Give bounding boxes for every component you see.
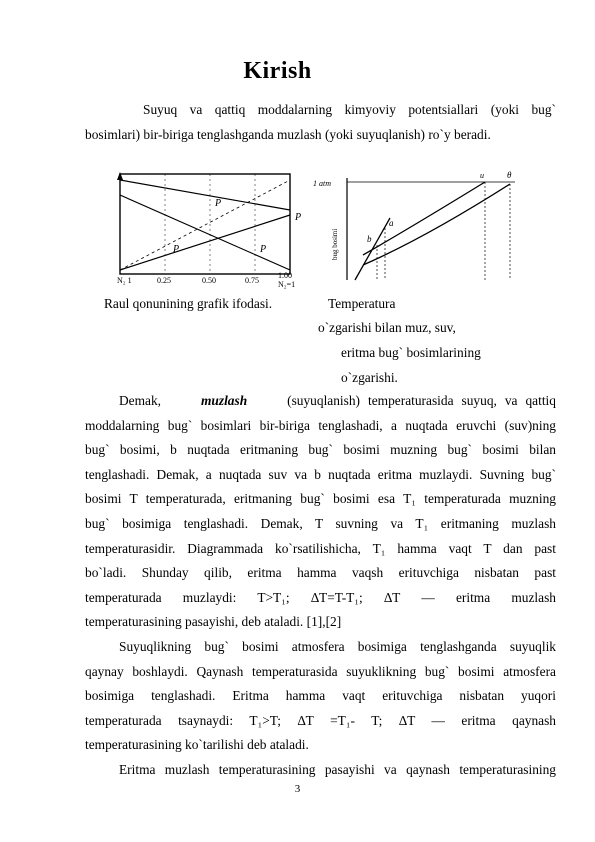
para2-line-1 [85,389,556,414]
line-p2 [120,195,290,270]
label-p-top: P [215,198,222,209]
para2-line-5: bosimi T temperaturada, eritmaning bug` bosimi esa T₁ temperaturada muzning [85,491,556,507]
label-p0: P [295,212,302,223]
label-theta: θ [507,170,512,180]
line-p-top [120,180,290,210]
caption-right-2: o`zgarishi bilan muz, suv, [318,320,456,335]
para3-line-5: temperaturasining ko`tarilishi deb ataladi. [85,737,309,753]
tick-1: 0.25 [157,276,171,285]
para3-line-4: temperaturada tsaynaydi: T₁>T; ∆T =T₁- T; ∆T — eritma qaynash [85,712,556,728]
paragraph-4 [85,758,556,783]
para2-line-6: bug` bosimiga tenglashadi. Demak, T suvning va T₁ eritmaning muzlash [85,515,556,531]
page-number: 3 [294,783,301,795]
paragraph-3 [85,635,556,758]
tick-3: 0.75 [245,276,259,285]
para2-line-9: temperaturada muzlaydi: T>T₁; ∆T=T-T₁; ∆T — eritma muzlash [85,589,556,605]
page-title [0,58,595,85]
tick-5: N₂=1 [278,280,296,289]
paragraph-2 [85,389,556,635]
label-p-b: P [260,244,267,255]
title-text: Kirish [243,58,312,84]
tick-2: 0.50 [202,276,216,285]
para2-line-8: bo`ladi. Shunday qilib, eritma hamma vaqsh erituvchiga nisbatan past [85,565,556,581]
line-p1 [120,215,290,270]
caption-right-3: eritma bug` bosimlarining [341,345,481,360]
para2-l1a: Demak, [119,393,162,408]
y-axis-arrow [117,172,123,180]
para3-line-1: Suyuqlikning bug` bosimi atmosfera bosimiga tenglashganda suyuqlik [119,639,556,654]
intro-line-1: Suyuq va qattiq moddalarning kimyoviy potentsiallari (yoki bug` [143,102,556,117]
caption-left: Raul qonunining grafik ifodasi. [104,296,273,311]
para2-line-7: temperaturasidir. Diagrammada ko`rsatilishicha, T₁ hamma vaqt T dan past [85,540,556,556]
label-p-a: P [173,244,180,255]
intro-line-2: bosimlari) bir-biriga tenglashganda muzlash (yoki suyuqlanish) ro`y beradi. [85,126,491,142]
label-y-axis: bug bosimi [331,228,339,260]
tick-0: N₂ 1 [117,276,132,285]
intro-paragraph [85,98,556,147]
label-1atm: 1 atm [313,179,331,188]
para4-line-1: Eritma muzlash temperaturasining pasayishi va qaynash temperaturasining [119,762,556,777]
label-a: a [389,218,394,228]
curve-water [363,182,485,255]
vapor-pressure-graph [313,170,515,280]
tick-4: 1.00 [278,271,292,280]
line-dashed [120,180,290,270]
para2-line-4: tenglashadi. Demak, a nuqtada suv va b nuqtada eritma muzlaydi. Suvning bug` [85,466,556,482]
label-b: b [367,234,372,244]
caption-right-1: Temperatura [328,296,396,311]
para3-line-3: bosimiga tenglashadi. Eritma hamma vaqt erituvchiga nisbatan yuqori [85,688,556,704]
para2-term: muzlash [201,393,248,408]
para2-line-2: moddalarning bug` bosimlari bir-biriga tenglashadi, a nuqtada eruvchi (suv)ning [85,417,556,433]
para3-line-2: qaynay boshlaydi. Qaynash temperaturasida suyuklikning bug` bosimi atmosfera [85,663,556,679]
raoult-law-graph [117,172,301,289]
para2-line-3: bug` bosimi, b nuqtada eritmaning bug` bosimi muzning bug` bosimi bilan [85,442,556,458]
figure-diagrams [115,170,535,290]
label-u: u [480,171,484,180]
para2-line-10: temperaturasining pasayishi, deb ataladi. [1],[2] [85,614,342,630]
para2-l1c: (suyuqlanish) temperaturasida suyuq, va qattiq [287,393,556,408]
caption-right-4: o`zgarishi. [341,370,398,385]
